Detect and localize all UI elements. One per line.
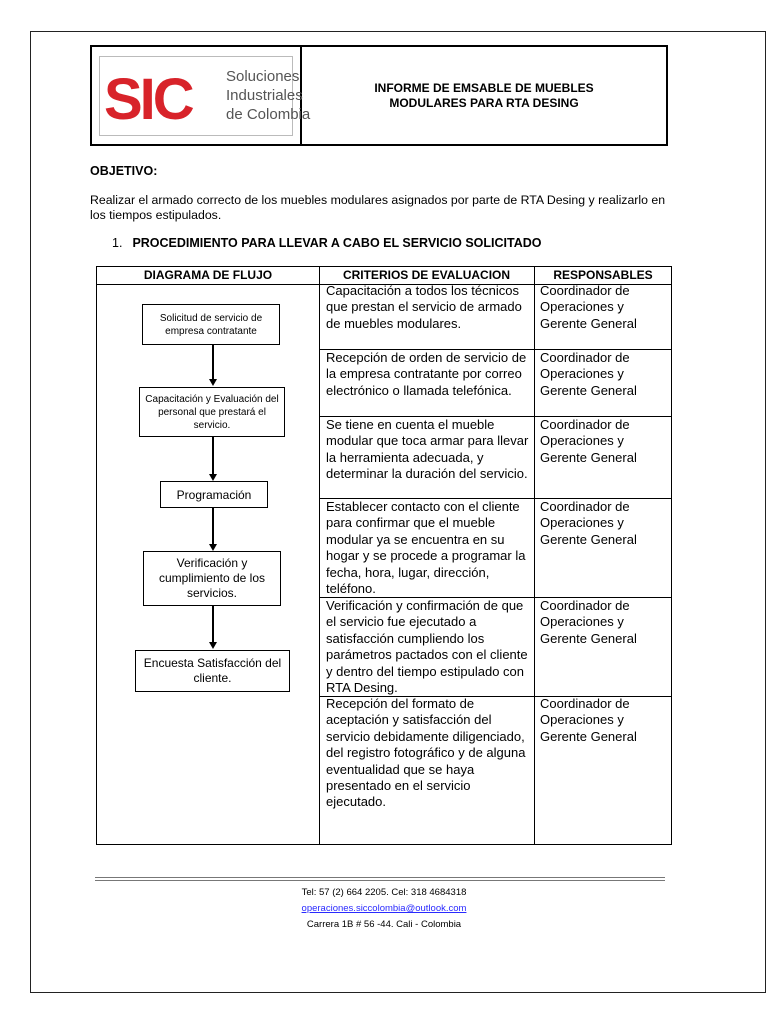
header-diagrama: DIAGRAMA DE FLUJO [97,267,319,285]
flow-step-capacitacion: Capacitación y Evaluación del personal que prestará el servicio. [139,387,285,437]
company-logo [99,56,311,136]
objetivo-text: Realizar el armado correcto de los muebles modulares asignados por parte de RTA Desing y realizarlo en los tiempos estipulados. [90,193,666,222]
criterio-1: Capacitación a todos los técnicos que prestan el servicio de armado de muebles modulares. [326,283,522,331]
flow-arrow-4 [212,606,214,643]
responsable-2: Coordinador de Operaciones y Gerente General [540,350,637,398]
criterio-4: Establecer contacto con el cliente para confirmar que el mueble modular ya se encuentra en su hogar y se procede a programar la fecha, hora, lugar, dirección, teléfono. [326,499,526,597]
footer-email-link[interactable]: operaciones.siccolombia@outlook.com [301,903,467,914]
flow-arrow-3 [212,508,214,545]
footer-phone: Tel: 57 (2) 664 2205. Cel: 318 4684318 [301,887,467,898]
procedimiento-title: PROCEDIMIENTO PARA LLEVAR A CABO EL SERVICIO SOLICITADO [132,236,542,250]
responsable-3: Coordinador de Operaciones y Gerente General [540,417,637,465]
objetivo-label: OBJETIVO: [90,164,158,178]
title-line-2: MODULARES PARA RTA DESING [389,95,579,110]
footer-rule-1 [95,877,665,878]
flow-arrow-head-4 [209,642,217,649]
logo-line-1: Soluciones [226,67,300,85]
responsable-5: Coordinador de Operaciones y Gerente General [540,598,637,646]
document-header [90,45,668,146]
procedimiento-number: 1. [112,236,123,250]
logo-line-3: de Colombia [226,105,311,123]
header-criterios: CRITERIOS DE EVALUACION [319,267,534,285]
criterio-5: Verificación y confirmación de que el servicio fue ejecutado a satisfacción cumpliendo los parámetros pactados con el cliente y dentro del tiempo estipulado con RTA Desing. [326,598,528,696]
responsable-6: Coordinador de Operaciones y Gerente General [540,696,637,744]
logo-line-2: Industriales [226,86,303,104]
footer-address: Carrera 1B # 56 -44. Cali - Colombia [306,919,462,930]
flow-step-encuesta: Encuesta Satisfacción del cliente. [135,650,290,692]
column-divider-1 [319,267,320,844]
header-responsables: RESPONSABLES [534,267,672,285]
criterio-3: Se tiene en cuenta el mueble modular que toca armar para llevar la herramienta adecuada, y determinar la duración del servicio. [326,417,529,482]
flow-arrow-head-3 [209,544,217,551]
document-title [302,47,666,144]
flow-arrow-head-1 [209,379,217,386]
flow-step-solicitud: Solicitud de servicio de empresa contratante [142,304,280,345]
responsable-1: Coordinador de Operaciones y Gerente General [540,283,637,331]
logo-letters: SIC [104,66,192,132]
responsable-4: Coordinador de Operaciones y Gerente General [540,499,637,547]
criterio-2: Recepción de orden de servicio de la empresa contratante por correo electrónico o llamada telefónica. [326,350,527,398]
procedimiento-heading [112,236,542,250]
footer-email-row [0,901,768,917]
sic-logo-graphic [100,57,311,135]
procedure-table [96,266,672,845]
logo-cell [92,47,311,144]
flow-arrow-1 [212,345,214,380]
footer-rule-2 [95,880,665,881]
flow-arrow-2 [212,437,214,475]
flow-arrow-head-2 [209,474,217,481]
flow-step-verificacion: Verificación y cumplimiento de los servicios. [143,551,281,606]
criterio-6: Recepción del formato de aceptación y satisfacción del servicio debidamente diligenciado, del registro fotográfico y de alguna eventualidad que se haya presentado en el servicio ejecutado. [326,696,526,810]
flow-step-programacion: Programación [160,481,268,508]
column-divider-2 [534,267,535,844]
title-line-1: INFORME DE EMSABLE DE MUEBLES [374,80,594,95]
